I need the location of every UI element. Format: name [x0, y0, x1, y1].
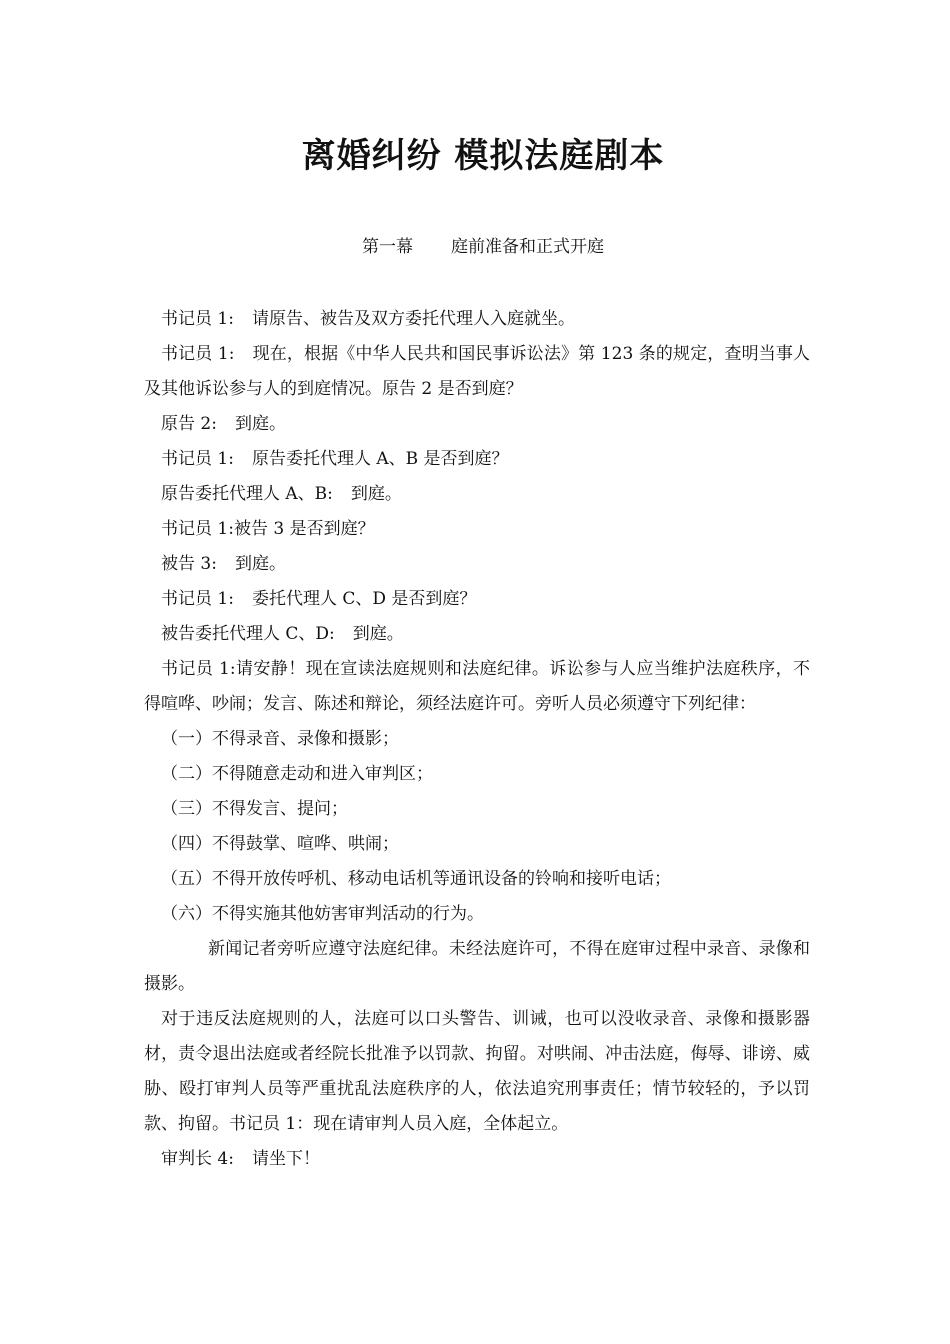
line-text: 请原告、被告及双方委托代理人入庭就坐。: [251, 309, 575, 329]
rule-item: （五）不得开放传呼机、移动电话机等通讯设备的铃响和接听电话；: [161, 869, 671, 889]
speaker: 被告委托代理人 C、D:: [161, 624, 335, 644]
script-line: [144, 1142, 810, 1177]
act-name: 庭前准备和正式开庭: [451, 237, 604, 257]
act-label: 第一幕: [362, 237, 413, 257]
act-heading: [0, 233, 950, 261]
line-text: 到庭。: [352, 624, 404, 644]
violation-paragraph: 对于违反法庭规则的人，法庭可以口头警告、训诫，也可以没收录音、录像和摄影器材，责令退出法庭或者经院长批准予以罚款、拘留。对哄闹、冲击法庭，侮辱、诽谤、威胁、殴打审判人员等严重扰乱法庭秩序的人，依法追究刑事责任；情节较轻的，予以罚款、拘留。书记员 1：现在请审判人员入庭，全体起立。: [144, 1009, 810, 1134]
rule-item: （一）不得录音、录像和摄影；: [161, 729, 399, 749]
script-line: [144, 477, 810, 512]
speaker: 书记员 1:: [161, 589, 234, 609]
rule-item: （二）不得随意走动和进入审判区；: [161, 764, 433, 784]
line-text: 到庭。: [234, 414, 286, 434]
line-text: 到庭。: [350, 484, 402, 504]
speaker: 原告 2:: [161, 414, 217, 434]
script-line: [144, 617, 810, 652]
rule-item: （四）不得鼓掌、喧哗、哄闹；: [161, 834, 399, 854]
line-text: 到庭。: [234, 554, 286, 574]
script-line: [144, 582, 810, 617]
speaker: 审判长 4:: [161, 1149, 234, 1169]
speaker: 原告委托代理人 A、B:: [161, 484, 333, 504]
speaker: 书记员 1:: [161, 344, 235, 364]
script-line: [144, 512, 810, 547]
speaker: 被告 3:: [161, 554, 217, 574]
script-line: [144, 547, 810, 582]
script-body: [144, 302, 810, 1177]
script-line: [144, 407, 810, 442]
rule-item: （六）不得实施其他妨害审判活动的行为。: [161, 904, 484, 924]
line-text: 委托代理人 C、D 是否到庭？: [251, 589, 477, 609]
press-rule-paragraph: 新闻记者旁听应遵守法庭纪律。未经法庭许可，不得在庭审过程中录音、录像和摄影。: [144, 939, 810, 994]
script-line: [144, 442, 810, 477]
speaker: 书记员 1:: [161, 449, 234, 469]
rule-item: （三）不得发言、提问；: [161, 799, 348, 819]
line-text: 现在，根据《中华人民共和国民事诉讼法》第 123 条的规定，查明当事人及其他诉讼参与人的到庭情况。原告 2 是否到庭？: [144, 344, 810, 399]
speaker: 书记员 1:: [161, 309, 234, 329]
script-line: [144, 337, 810, 407]
script-line: [144, 302, 810, 337]
document-title: 离婚纠纷 模拟法庭剧本: [301, 135, 665, 176]
line-text: 书记员 1:被告 3 是否到庭？: [161, 519, 375, 539]
line-text: 原告委托代理人 A、B 是否到庭？: [251, 449, 509, 469]
script-line: [144, 652, 810, 722]
line-text: 书记员 1:请安静！现在宣读法庭规则和法庭纪律。诉讼参与人应当维护法庭秩序，不得喧哗、吵闹；发言、陈述和辩论，须经法庭许可。旁听人员必须遵守下列纪律：: [144, 659, 810, 714]
line-text: 请坐下！: [251, 1149, 320, 1169]
